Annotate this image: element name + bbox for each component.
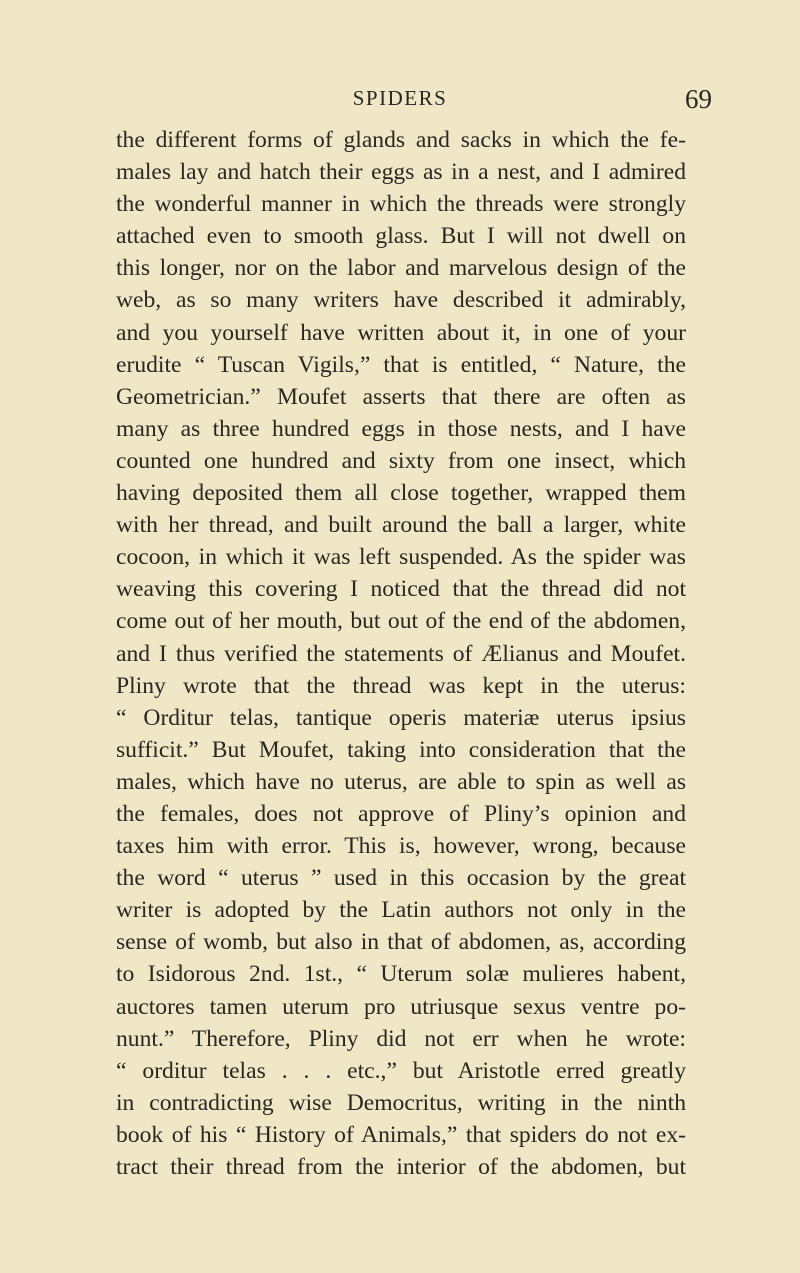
- text-line: the females, does not approve of Pliny’s opinion and: [116, 800, 686, 827]
- text-line: having deposited them all close together, wrapped them: [116, 480, 686, 507]
- text-line: auctores tamen uterum pro utriusque sexus ventre po-: [116, 993, 686, 1020]
- running-head: [0, 84, 800, 116]
- text-line: web, as so many writers have described it admirably,: [116, 287, 686, 314]
- text-line: males, which have no uterus, are able to spin as well as: [116, 768, 686, 795]
- text-line: Pliny wrote that the thread was kept in the uterus:: [116, 672, 686, 699]
- text-line: taxes him with error. This is, however, wrong, because: [116, 833, 686, 860]
- text-line: males lay and hatch their eggs as in a nest, and I admired: [116, 159, 686, 186]
- text-line: weaving this covering I noticed that the thread did not: [116, 576, 686, 603]
- text-line: nunt.” Therefore, Pliny did not err when he wrote:: [116, 1025, 686, 1052]
- text-line: the different forms of glands and sacks in which the fe-: [116, 127, 686, 153]
- text-line: and you yourself have written about it, in one of your: [116, 319, 686, 346]
- page-number: 69: [685, 84, 712, 114]
- text-line: Geometrician.” Moufet asserts that there are often as: [116, 383, 686, 410]
- text-line: in contradicting wise Democritus, writing in the ninth: [116, 1089, 686, 1116]
- text-line: and I thus verified the statements of Ælianus and Moufet.: [116, 640, 686, 667]
- running-title: SPIDERS: [352, 86, 448, 110]
- text-line: “ Orditur telas, tantique operis materiæ uterus ipsius: [116, 704, 686, 731]
- body-text: [116, 124, 686, 1183]
- text-line: many as three hundred eggs in those nests, and I have: [116, 415, 686, 442]
- text-line: “ orditur telas . . . etc.,” but Aristotle erred greatly: [116, 1057, 686, 1084]
- text-line: book of his “ History of Animals,” that spiders do not ex-: [116, 1121, 686, 1148]
- text-line: erudite “ Tuscan Vigils,” that is entitled, “ Nature, the: [116, 351, 686, 378]
- text-line: the word “ uterus ” used in this occasion by the great: [116, 865, 686, 892]
- text-line: tract their thread from the interior of the abdomen, but: [116, 1154, 686, 1180]
- text-line: to Isidorous 2nd. 1st., “ Uterum solæ mulieres habent,: [116, 961, 686, 988]
- text-line: sufficit.” But Moufet, taking into consideration that the: [116, 736, 686, 763]
- text-line: attached even to smooth glass. But I will not dwell on: [116, 223, 686, 250]
- text-line: the wonderful manner in which the threads were strongly: [116, 191, 686, 218]
- text-line: with her thread, and built around the ball a larger, white: [116, 512, 686, 539]
- text-line: cocoon, in which it was left suspended. As the spider was: [116, 544, 686, 571]
- text-line: counted one hundred and sixty from one insect, which: [116, 447, 686, 474]
- text-line: sense of womb, but also in that of abdomen, as, according: [116, 929, 686, 956]
- text-line: writer is adopted by the Latin authors not only in the: [116, 897, 686, 924]
- text-line: come out of her mouth, but out of the end of the abdomen,: [116, 608, 686, 635]
- text-line: this longer, nor on the labor and marvelous design of the: [116, 255, 686, 282]
